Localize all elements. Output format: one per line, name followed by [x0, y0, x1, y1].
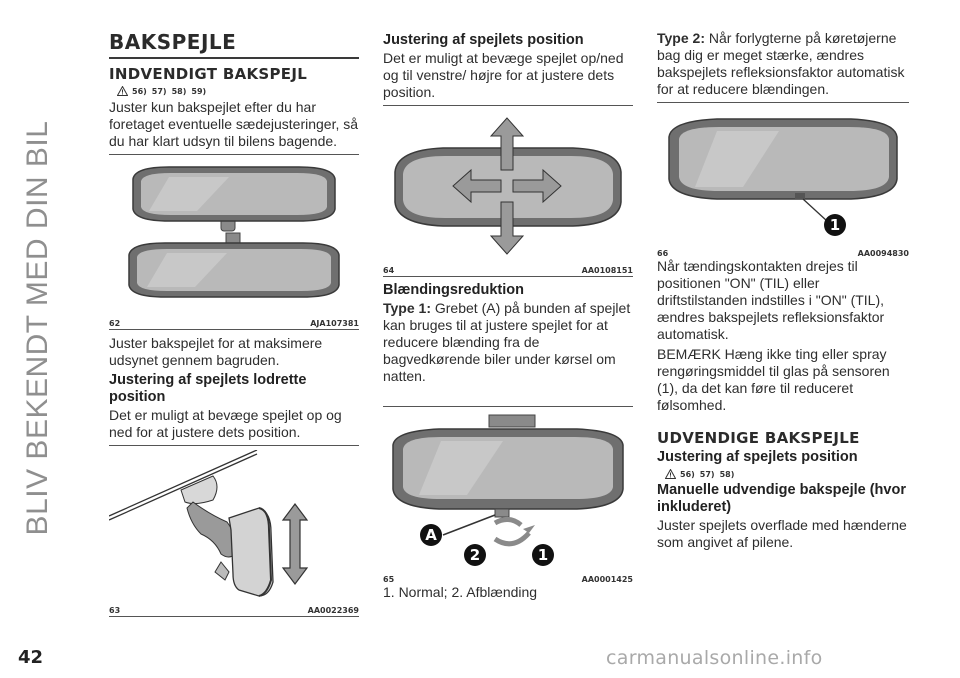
- type1-text: [383, 300, 633, 385]
- label-1: 1: [829, 216, 841, 234]
- type2-description: Når forlygterne på køretøjerne bag dig er meget stærke, ændres bakspejlets refleksionsfaktor automatisk for at reducere blændingen.: [657, 30, 905, 97]
- note-text: BEMÆRK Hæng ikke ting eller spray rengøringsmiddel til glas på sensoren (1), da det kan føre til reduceret følsomhed.: [657, 346, 890, 413]
- page-number: 42: [18, 647, 44, 668]
- figure-62: [109, 159, 359, 330]
- column-3: [657, 30, 909, 554]
- section-heading: INDVENDIGT BAKSPEJL: [109, 65, 308, 83]
- outer-mirrors-heading: UDVENDIGE BAKSPEJLE: [657, 429, 860, 447]
- manual-mirrors-text: Juster spejlets overflade med hænderne som angivet af pilene.: [657, 517, 907, 550]
- mirror-arrows-illustration: [383, 110, 633, 260]
- warning-ref[interactable]: 56): [132, 86, 147, 96]
- type1-label: Type 1:: [383, 300, 431, 316]
- figure-code: AA0001425: [581, 575, 633, 584]
- type2-label: Type 2:: [657, 30, 705, 46]
- warning-triangle-icon: [117, 86, 128, 96]
- mirror-dimmer-illustration: [383, 411, 633, 569]
- ignition-text: Når tændingskontakten drejes til positionen "ON" (TIL) eller driftstilstanden indstilles i "ON" (TIL), ændres bakspejlets refleksionsfaktor automatisk.: [657, 258, 885, 342]
- outer-position-heading: Justering af spejlets position: [657, 449, 858, 465]
- warning-triangle-icon: [665, 469, 676, 479]
- figure-bottom-rule: [109, 329, 359, 330]
- warning-ref[interactable]: 57): [699, 469, 715, 479]
- warning-ref[interactable]: 57): [151, 86, 167, 96]
- figure-top-rule: [383, 105, 633, 106]
- mirror-mount-illustration: [109, 450, 359, 600]
- vertical-adjust-text: Det er muligt at bevæge spejlet op og ned for at justere dets position.: [109, 407, 342, 440]
- figure-caption: [657, 249, 909, 258]
- chapter-heading: BAKSPEJLE: [109, 30, 237, 54]
- figure-top-rule: [383, 406, 633, 407]
- figure-65: [383, 411, 633, 584]
- figure-caption: [383, 575, 633, 584]
- figure-top-rule: [109, 445, 359, 446]
- figure-number: 65: [383, 575, 395, 584]
- figure-top-rule: [109, 154, 359, 155]
- figure-bottom-rule: [109, 616, 359, 617]
- figure-caption: [109, 319, 359, 328]
- figure-code: AA0022369: [307, 606, 359, 615]
- warning-references: [665, 469, 909, 479]
- figure-code: AJA107381: [310, 319, 359, 328]
- column-2: [383, 30, 633, 604]
- heading-rule: [109, 57, 359, 59]
- manual-mirrors-heading: Manuelle udvendige bakspejle (hvor inkluderet): [657, 482, 906, 515]
- figure-code: AA0094830: [857, 249, 909, 258]
- figure-top-rule: [657, 102, 909, 103]
- label-1: 1: [537, 546, 549, 564]
- figure-caption: [383, 266, 633, 275]
- glare-heading: Blændingsreduktion: [383, 282, 524, 298]
- type1-description: Grebet (A) på bunden af spejlet kan bruges til at justere spejlet for at reducere blænding fra de bagvedkørende biler under kørsel om natten.: [383, 300, 631, 384]
- position-adjust-text: Det er muligt at bevæge spejlet op/ned og til venstre/ højre for at justere dets position.: [383, 50, 624, 100]
- warning-references: [117, 86, 359, 96]
- figure-number: 62: [109, 319, 121, 328]
- rear-mirror-illustration: [109, 159, 359, 313]
- warning-ref[interactable]: 58): [719, 469, 735, 479]
- label-2: 2: [469, 546, 481, 564]
- label-a: A: [425, 526, 437, 544]
- figure-66: [657, 107, 909, 258]
- vertical-adjust-heading: Justering af spejlets lodrette position: [109, 372, 307, 405]
- adjust-text: Juster bakspejlet for at maksimere udsynet gennem bagruden.: [109, 335, 323, 368]
- warning-ref[interactable]: 56): [680, 469, 695, 479]
- figure-number: 66: [657, 249, 669, 258]
- figure-caption: [109, 606, 359, 615]
- type2-text: [657, 30, 909, 98]
- fig65-legend: 1. Normal; 2. Afblænding: [383, 584, 538, 600]
- column-1: [109, 30, 359, 622]
- figure-bottom-rule: [383, 276, 633, 277]
- figure-code: AA0108151: [581, 266, 633, 275]
- position-adjust-heading: Justering af spejlets position: [383, 32, 584, 48]
- warning-ref[interactable]: 59): [191, 86, 207, 96]
- auto-dimming-mirror-illustration: [657, 107, 909, 243]
- figure-number: 63: [109, 606, 121, 615]
- watermark[interactable]: carmanualsonline.info: [606, 647, 823, 669]
- figure-number: 64: [383, 266, 395, 275]
- figure-64: [383, 110, 633, 277]
- warning-ref[interactable]: 58): [171, 86, 187, 96]
- intro-text: Juster kun bakspejlet efter du har foretaget eventuelle sædejusteringer, så du har klart udsyn til bilens bagende.: [109, 99, 359, 149]
- figure-63: [109, 450, 359, 617]
